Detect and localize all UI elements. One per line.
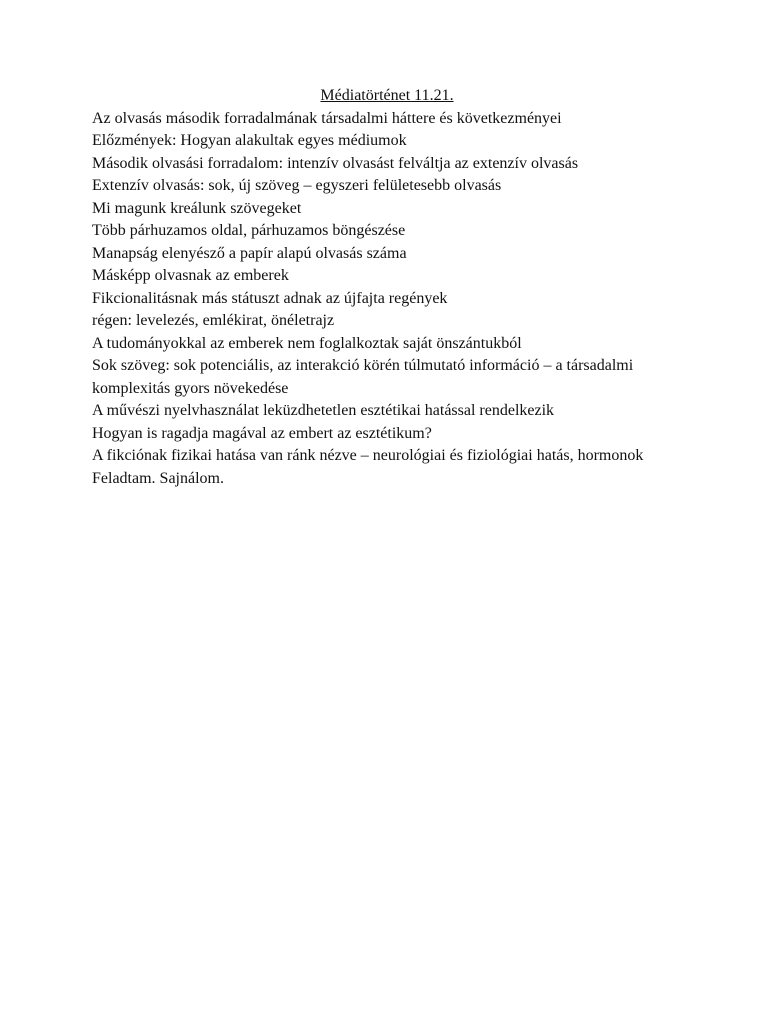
text-line-11: A tudományokkal az emberek nem foglalkoztak saját önszántukból	[92, 334, 522, 352]
text-line-1: Az olvasás második forradalmának társadalmi háttere és következményei	[92, 109, 562, 127]
text-line-3: Második olvasási forradalom: intenzív olvasást felváltja az extenzív olvasás	[92, 154, 579, 172]
text-line-13: A művészi nyelvhasználat leküzdhetetlen esztétikai hatással rendelkezik	[92, 402, 555, 419]
text-line-16: Feladtam. Sajnálom.	[92, 469, 224, 487]
document-title: Médiatörténet 11.21.	[320, 87, 454, 104]
document-body	[92, 85, 682, 490]
text-line-15: A fikciónak fizikai hatása van ránk nézve – neurológiai és fiziológiai hatás, hormonok	[92, 447, 644, 464]
text-line-7: Manapság elenyésző a papír alapú olvasás száma	[92, 244, 407, 262]
text-line-6: Több párhuzamos oldal, párhuzamos böngészése	[92, 222, 406, 239]
text-line-14: Hogyan is ragadja magával az embert az esztétikum?	[92, 424, 432, 442]
text-line-10: régen: levelezés, emlékirat, önéletrajz	[92, 312, 335, 329]
text-line-8: Másképp olvasnak az emberek	[92, 267, 289, 284]
text-line-12: Sok szöveg: sok potenciális, az interakció körén túlmutató információ – a társadalmi komplexitás gyors növekedése	[92, 357, 634, 397]
text-line-9: Fikcionalitásnak más státuszt adnak az újfajta regények	[92, 289, 448, 307]
text-line-5: Mi magunk kreálunk szövegeket	[92, 199, 302, 217]
text-line-4: Extenzív olvasás: sok, új szöveg – egyszeri felületesebb olvasás	[92, 177, 502, 194]
text-line-2: Előzmények: Hogyan alakultak egyes médiumok	[92, 132, 407, 149]
